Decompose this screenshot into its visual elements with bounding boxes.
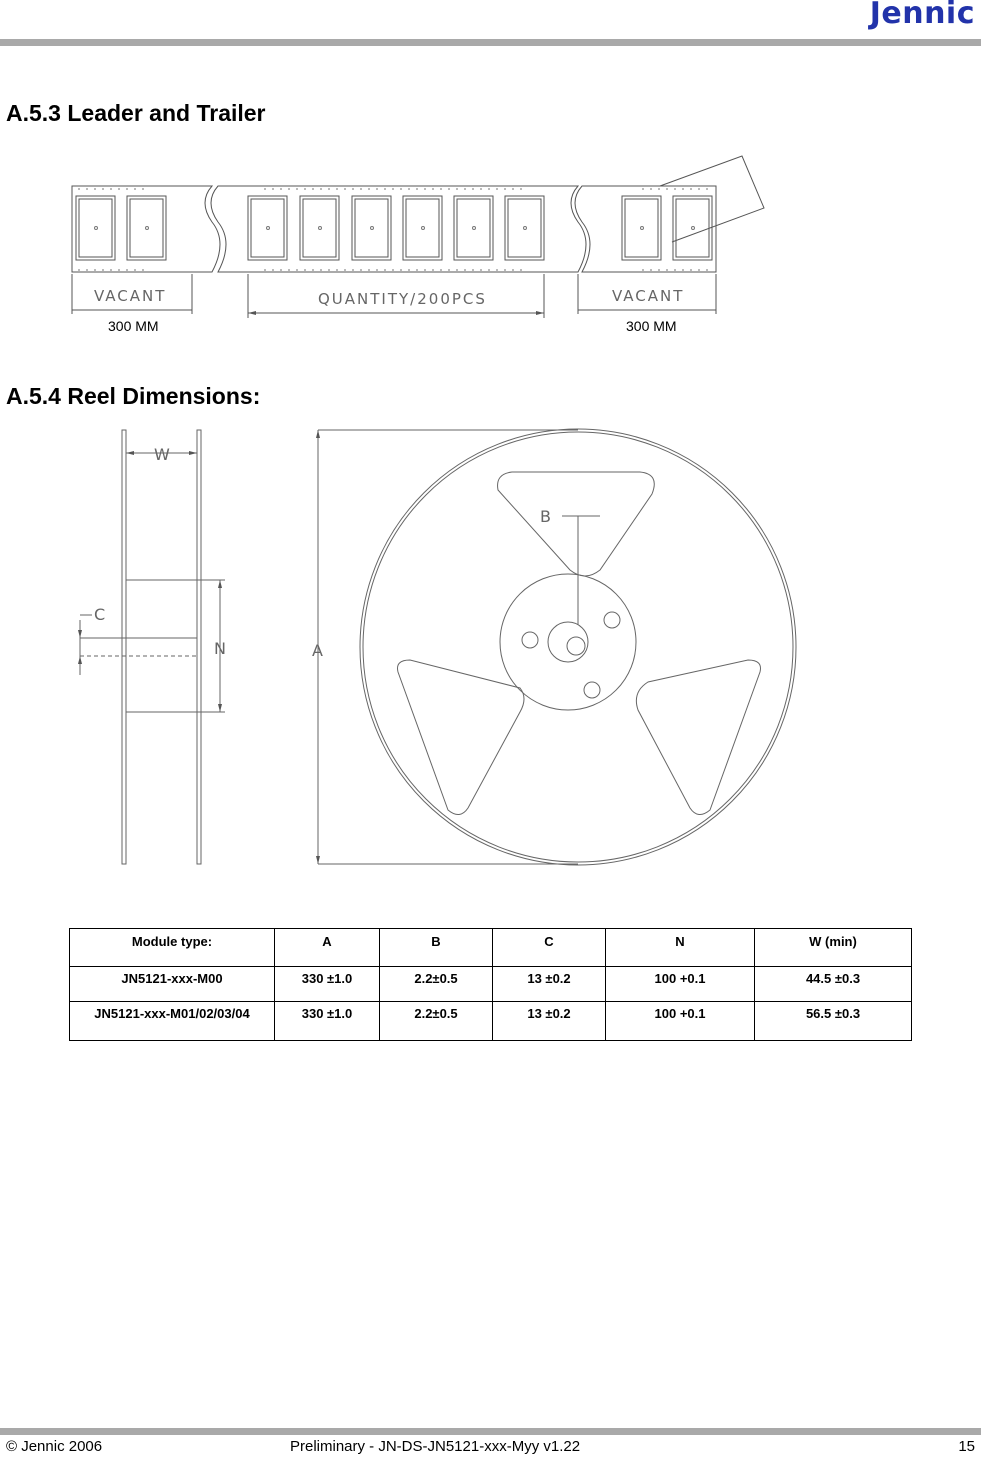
table-row — [70, 1002, 912, 1041]
section-title-leader-trailer: A.5.3 Leader and Trailer — [6, 100, 266, 126]
dim-c-label: C — [94, 605, 106, 624]
cell-n: 100 +0.1 — [606, 967, 755, 1002]
quantity-label: QUANTITY/200PCS — [318, 290, 487, 308]
jennic-logo: Jennic — [869, 0, 975, 31]
cell-n: 100 +0.1 — [606, 1002, 755, 1041]
leader-trailer-drawing — [0, 150, 981, 320]
reel-window-top — [498, 472, 655, 576]
vacant-left-label: VACANT — [94, 287, 167, 305]
col-w-min: W (min) — [755, 929, 912, 967]
cell-w-min: 44.5 ±0.3 — [755, 967, 912, 1002]
cell-c: 13 ±0.2 — [493, 1002, 606, 1041]
cell-b: 2.2±0.5 — [380, 967, 493, 1002]
col-c: C — [493, 929, 606, 967]
col-module-type: Module type: — [70, 929, 275, 967]
col-b: B — [380, 929, 493, 967]
section-title-reel-dimensions: A.5.4 Reel Dimensions: — [6, 383, 261, 409]
cell-a: 330 ±1.0 — [275, 967, 380, 1002]
footer-page-number: 15 — [958, 1438, 975, 1455]
reel-dimension-table — [69, 928, 912, 1041]
footer-rule — [0, 1428, 981, 1435]
reel-dimension-drawing — [0, 420, 981, 880]
cell-c: 13 ±0.2 — [493, 967, 606, 1002]
col-a: A — [275, 929, 380, 967]
col-n: N — [606, 929, 755, 967]
header-rule — [0, 39, 981, 46]
reel-flange-right — [197, 430, 201, 864]
table-header-row — [70, 929, 912, 967]
cell-module-type: JN5121-xxx-M00 — [70, 967, 275, 1002]
cell-b: 2.2±0.5 — [380, 1002, 493, 1041]
cell-a: 330 ±1.0 — [275, 1002, 380, 1041]
footer-document-id: Preliminary - JN-DS-JN5121-xxx-Myy v1.22 — [290, 1438, 581, 1455]
trailer-length-label: 300 MM — [626, 318, 677, 334]
cell-module-type: JN5121-xxx-M01/02/03/04 — [70, 1002, 275, 1041]
leader-length-label: 300 MM — [108, 318, 159, 334]
reel-window-left — [398, 660, 525, 815]
table-row — [70, 967, 912, 1002]
reel-flange-left — [122, 430, 126, 864]
dim-b-label: B — [540, 507, 551, 526]
dim-w-label: W — [154, 445, 170, 464]
footer-copyright: © Jennic 2006 — [6, 1438, 103, 1455]
dim-n-label: N — [214, 639, 226, 658]
vacant-right-label: VACANT — [612, 287, 685, 305]
pockets — [76, 196, 712, 260]
reel-outer-circle — [360, 429, 796, 865]
cell-w-min: 56.5 ±0.3 — [755, 1002, 912, 1041]
dim-a-label: A — [312, 641, 323, 660]
